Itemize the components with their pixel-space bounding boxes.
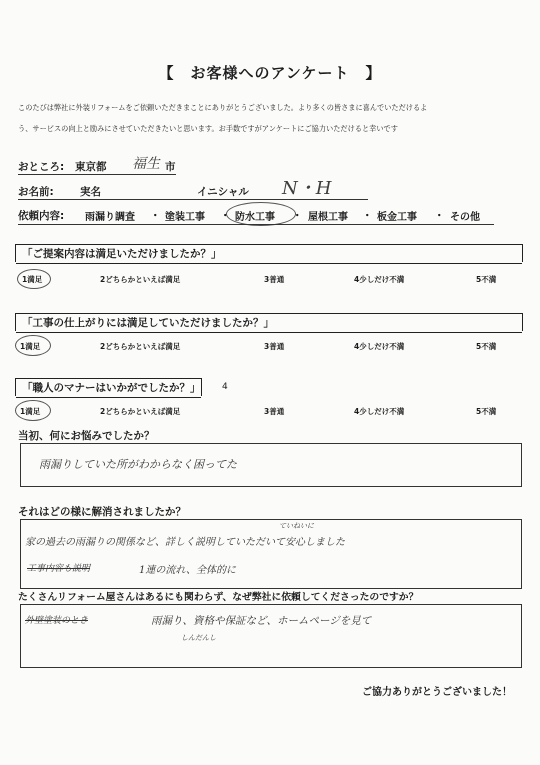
address-city-handwritten: 福生 xyxy=(132,156,160,172)
q1-option-5: 5不満 xyxy=(476,275,497,284)
request-underline xyxy=(18,224,494,225)
address-pref: 東京都 xyxy=(75,161,107,173)
page-title: 【 お客様へのアンケート 】 xyxy=(158,64,382,82)
q6-handwritten-note: しんだんし xyxy=(181,634,216,642)
q5-handwritten-note: ていねいに xyxy=(279,522,314,530)
question-q1: 「ご提案内容は満足いただけましたか？」 xyxy=(22,248,222,260)
selected-circle xyxy=(15,335,51,356)
q5-handwritten-struck: 工事内容も説明 xyxy=(27,564,91,574)
question-q5: それはどの様に解消されましたか？ xyxy=(18,506,186,518)
name-initial-label: イニシャル xyxy=(197,186,249,198)
request-sep: ・ xyxy=(292,210,303,222)
name-initial-handwritten: N・H xyxy=(282,178,332,199)
q3-extra-mark: 4 xyxy=(222,382,228,392)
name-underline xyxy=(18,199,368,200)
q4-handwritten-answer: 雨漏りしていた所がわからなく困ってた xyxy=(39,458,237,471)
answer-box-q4 xyxy=(20,443,522,487)
q3-option-2: 2どちらかといえば満足 xyxy=(100,407,181,416)
q2-option-5: 5不満 xyxy=(476,342,497,351)
request-sep: ・ xyxy=(362,210,373,222)
request-sep: ・ xyxy=(220,210,231,222)
address-city-suffix: 市 xyxy=(165,161,176,173)
q1-option-1: 1満足 xyxy=(22,275,43,284)
q2-option-1: 1満足 xyxy=(20,342,41,351)
q5-handwritten-line-1: 家の過去の雨漏りの関係など、詳しく説明していただいて安心しました xyxy=(25,537,345,548)
request-label: 依頼内容: xyxy=(18,210,65,222)
q1-option-2: 2どちらかといえば満足 xyxy=(100,275,181,284)
request-sep: ・ xyxy=(434,210,445,222)
request-item-roofing: 屋根工事 xyxy=(308,212,348,223)
question-q4: 当初、何にお悩みでしたか？ xyxy=(18,430,155,442)
request-item-sheet-metal: 板金工事 xyxy=(377,212,417,223)
question-box-q1 xyxy=(16,244,522,264)
q2-option-2: 2どちらかといえば満足 xyxy=(100,342,181,351)
answer-box-q5 xyxy=(20,519,522,589)
intro-line-2: う、サービスの向上と励みにさせていただきたいと思います。お手数ですがアンケートにご協力いただけると幸いです xyxy=(18,124,398,133)
q6-handwritten-answer: 雨漏り、資格や保証など、ホームページを見て xyxy=(151,615,372,627)
q1-option-4: 4少しだけ不満 xyxy=(354,275,405,284)
question-q6: たくさんリフォーム屋さんはあるにも関わらず、なぜ弊社に依頼してくださったのですか？ xyxy=(18,592,419,603)
question-box-q3 xyxy=(16,378,228,398)
q3-option-3: 3普通 xyxy=(264,407,285,416)
q5-handwritten-line-2: 1連の流れ、全体的に xyxy=(139,565,236,576)
question-q3: 「職人のマナーはいかがでしたか？」 xyxy=(22,382,201,394)
request-sep: ・ xyxy=(150,210,161,222)
q3-option-1: 1満足 xyxy=(20,407,41,416)
intro-line-1: このたびは弊社に外装リフォームをご依頼いただきまことにありがとうございました。より多くの皆さまに喜んでいただけるよ xyxy=(18,103,428,112)
selected-circle xyxy=(15,400,51,421)
q3-option-5: 5不満 xyxy=(476,407,497,416)
q1-option-3: 3普通 xyxy=(264,275,285,284)
q3-option-4: 4少しだけ不満 xyxy=(354,407,405,416)
name-label: お名前: xyxy=(18,186,54,198)
selected-circle xyxy=(226,202,296,226)
answer-box-q6 xyxy=(20,604,522,668)
request-item-waterproofing: 防水工事 xyxy=(235,212,275,223)
q6-handwritten-struck: 外壁塗装のとき xyxy=(25,616,89,626)
question-box-q2 xyxy=(16,313,522,333)
name-real-label: 実名 xyxy=(80,186,101,198)
request-item-painting: 塗装工事 xyxy=(165,212,205,223)
request-item-other: その他 xyxy=(450,212,480,223)
q2-option-4: 4少しだけ不満 xyxy=(354,342,405,351)
q2-option-3: 3普通 xyxy=(264,342,285,351)
address-label: おところ: xyxy=(18,161,65,173)
closing-message: ご協力ありがとうございました！ xyxy=(362,687,512,698)
request-item-leak-survey: 雨漏り調査 xyxy=(85,212,135,223)
question-q2: 「工事の仕上がりには満足していただけましたか？」 xyxy=(22,317,274,329)
selected-circle xyxy=(17,269,51,289)
address-underline xyxy=(18,174,176,175)
